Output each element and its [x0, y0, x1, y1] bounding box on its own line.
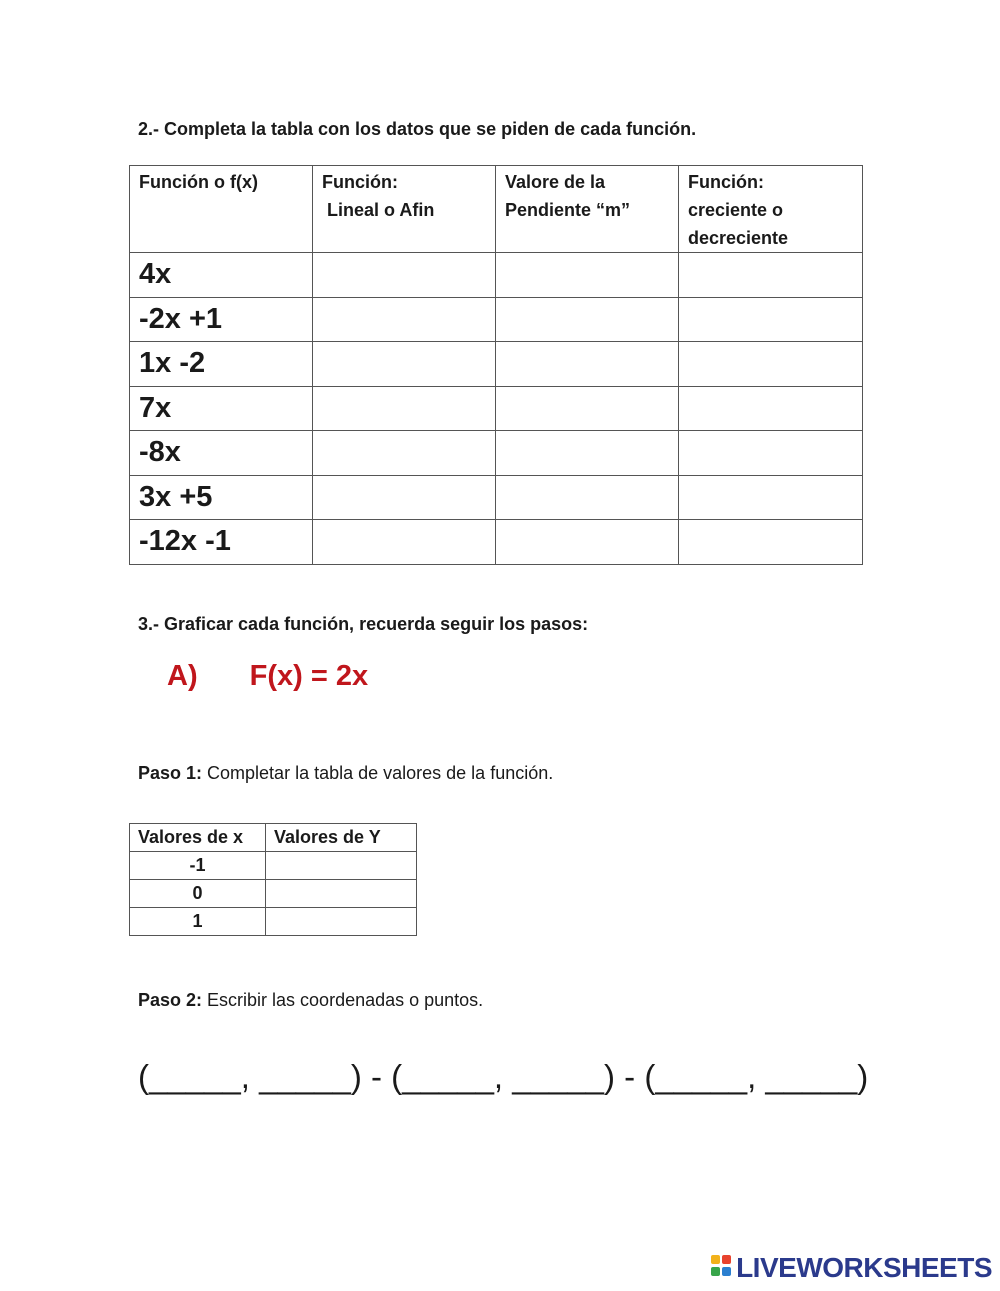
functions-table-header-row — [130, 166, 863, 253]
function-cell: -2x +1 — [130, 297, 313, 342]
paso-2-label: Paso 2: — [138, 990, 203, 1010]
function-cell: -12x -1 — [130, 520, 313, 565]
coordinates-blanks[interactable]: (_____, _____) - (_____, _____) - (_____, _____) — [138, 1058, 869, 1095]
answer-cell-monotonic[interactable] — [679, 475, 863, 520]
table-row — [130, 253, 863, 298]
header-lineal-afin: Función: Lineal o Afin — [313, 166, 496, 253]
x-value-cell: 1 — [130, 908, 266, 936]
paso-1-label: Paso 1: — [138, 763, 203, 783]
functions-table — [129, 165, 863, 565]
liveworksheets-logo-text: LIVEWORKSHEETS — [736, 1252, 992, 1283]
table-row — [130, 852, 417, 880]
x-value-cell: 0 — [130, 880, 266, 908]
answer-cell-slope[interactable] — [496, 475, 679, 520]
table-row — [130, 520, 863, 565]
answer-cell-type[interactable] — [313, 520, 496, 565]
table-row — [130, 908, 417, 936]
header-funcion-fx: Función o f(x) — [130, 166, 313, 253]
answer-cell-slope[interactable] — [496, 520, 679, 565]
answer-cell-slope[interactable] — [496, 297, 679, 342]
table-row — [130, 475, 863, 520]
answer-cell-monotonic[interactable] — [679, 431, 863, 476]
header-pendiente: Valore de la Pendiente “m” — [496, 166, 679, 253]
values-table-header-row — [130, 824, 417, 852]
question-3-title: 3.- Graficar cada función, recuerda seguir los pasos: — [138, 614, 589, 634]
answer-cell-type[interactable] — [313, 431, 496, 476]
header-valores-x: Valores de x — [130, 824, 266, 852]
part-a-heading — [167, 660, 368, 693]
header-valores-y: Valores de Y — [266, 824, 417, 852]
liveworksheets-logo — [711, 1252, 992, 1284]
function-cell: 1x -2 — [130, 342, 313, 387]
table-row — [130, 431, 863, 476]
answer-cell-slope[interactable] — [496, 431, 679, 476]
liveworksheets-logo-icon — [711, 1255, 733, 1281]
answer-cell-monotonic[interactable] — [679, 520, 863, 565]
paso-2-instruction — [138, 990, 483, 1011]
answer-cell-type[interactable] — [313, 297, 496, 342]
answer-cell-type[interactable] — [313, 386, 496, 431]
part-a-label: A) — [167, 660, 198, 692]
answer-cell-type[interactable] — [313, 253, 496, 298]
x-value-cell: -1 — [130, 852, 266, 880]
y-value-input-cell[interactable] — [266, 852, 417, 880]
answer-cell-monotonic[interactable] — [679, 297, 863, 342]
question-2-title: 2.- Completa la tabla con los datos que se piden de cada función. — [138, 119, 697, 139]
table-row — [130, 297, 863, 342]
paso-2-text: Escribir las coordenadas o puntos. — [202, 990, 484, 1010]
y-value-input-cell[interactable] — [266, 908, 417, 936]
answer-cell-monotonic[interactable] — [679, 342, 863, 387]
answer-cell-slope[interactable] — [496, 386, 679, 431]
paso-1-instruction — [138, 763, 553, 784]
table-row — [130, 342, 863, 387]
function-cell: 7x — [130, 386, 313, 431]
header-creciente-decreciente: Función: creciente o decreciente — [679, 166, 863, 253]
answer-cell-monotonic[interactable] — [679, 253, 863, 298]
table-row — [130, 880, 417, 908]
answer-cell-type[interactable] — [313, 475, 496, 520]
function-cell: 3x +5 — [130, 475, 313, 520]
paso-1-text: Completar la tabla de valores de la función. — [202, 763, 554, 783]
y-value-input-cell[interactable] — [266, 880, 417, 908]
values-table — [129, 823, 417, 936]
function-cell: 4x — [130, 253, 313, 298]
part-a-function: F(x) = 2x — [249, 660, 369, 692]
answer-cell-monotonic[interactable] — [679, 386, 863, 431]
answer-cell-type[interactable] — [313, 342, 496, 387]
answer-cell-slope[interactable] — [496, 253, 679, 298]
function-cell: -8x — [130, 431, 313, 476]
table-row — [130, 386, 863, 431]
answer-cell-slope[interactable] — [496, 342, 679, 387]
